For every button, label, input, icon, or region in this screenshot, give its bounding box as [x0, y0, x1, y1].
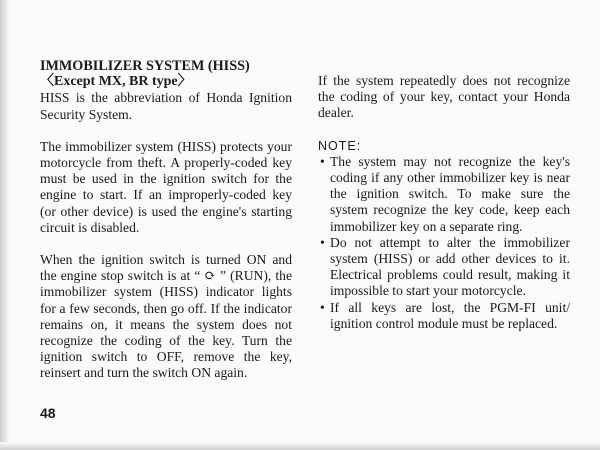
note-item	[318, 235, 570, 300]
note-text: Do not attempt to alter the immobilizer system (HISS) or add other devices to it. Electrical problems could result, making it impossible to start your motorcycle.	[330, 234, 570, 299]
hiss-definition-paragraph: HISS is the abbreviation of Honda Ignition Security System.	[40, 90, 292, 122]
note-text: If all keys are lost, the PGM-FI unit/ ignition control module must be replaced.	[330, 299, 570, 331]
section-subheading: 〈Except MX, BR type〉	[40, 74, 192, 90]
note-item	[318, 154, 570, 235]
note-item	[318, 300, 570, 332]
section-heading: IMMOBILIZER SYSTEM (HISS)	[40, 58, 250, 74]
bullet-icon: •	[320, 234, 325, 250]
immobilizer-description-paragraph: The immobilizer system (HISS) protects your motorcycle from theft. A properly-coded key must be used in the ignition switch for the engine to start. If an improperly-coded key (or other device) is used the engine's starting circuit is disabled.	[40, 138, 292, 235]
bullet-icon: •	[320, 153, 325, 169]
page-number: 48	[40, 405, 56, 421]
note-label: NOTE:	[318, 138, 362, 153]
dealer-contact-paragraph: If the system repeatedly does not recognize the coding of your key, contact your Honda dealer.	[318, 73, 570, 121]
page-bottom-shadow	[0, 442, 600, 450]
page-edge-shadow	[0, 0, 10, 450]
note-list	[318, 154, 570, 332]
bullet-icon: •	[320, 299, 325, 315]
right-column	[318, 73, 570, 332]
note-text: The system may not recognize the key's coding if any other immobilizer key is near the ignition switch. To make sure the system recognize the key code, keep each immobilizer key on a separate ring.	[330, 153, 570, 234]
left-column	[40, 58, 292, 382]
indicator-behavior-paragraph: When the ignition switch is turned ON and the engine stop switch is at “ ⟳ ” (RUN), the immobilizer system (HISS) indicator lights for a few seconds, then go off. If the indicator remains on, it means the system does not recognize the coding of the key. Turn the ignition switch to OFF, remove the key, reinsert and turn the switch ON again.	[40, 252, 292, 381]
